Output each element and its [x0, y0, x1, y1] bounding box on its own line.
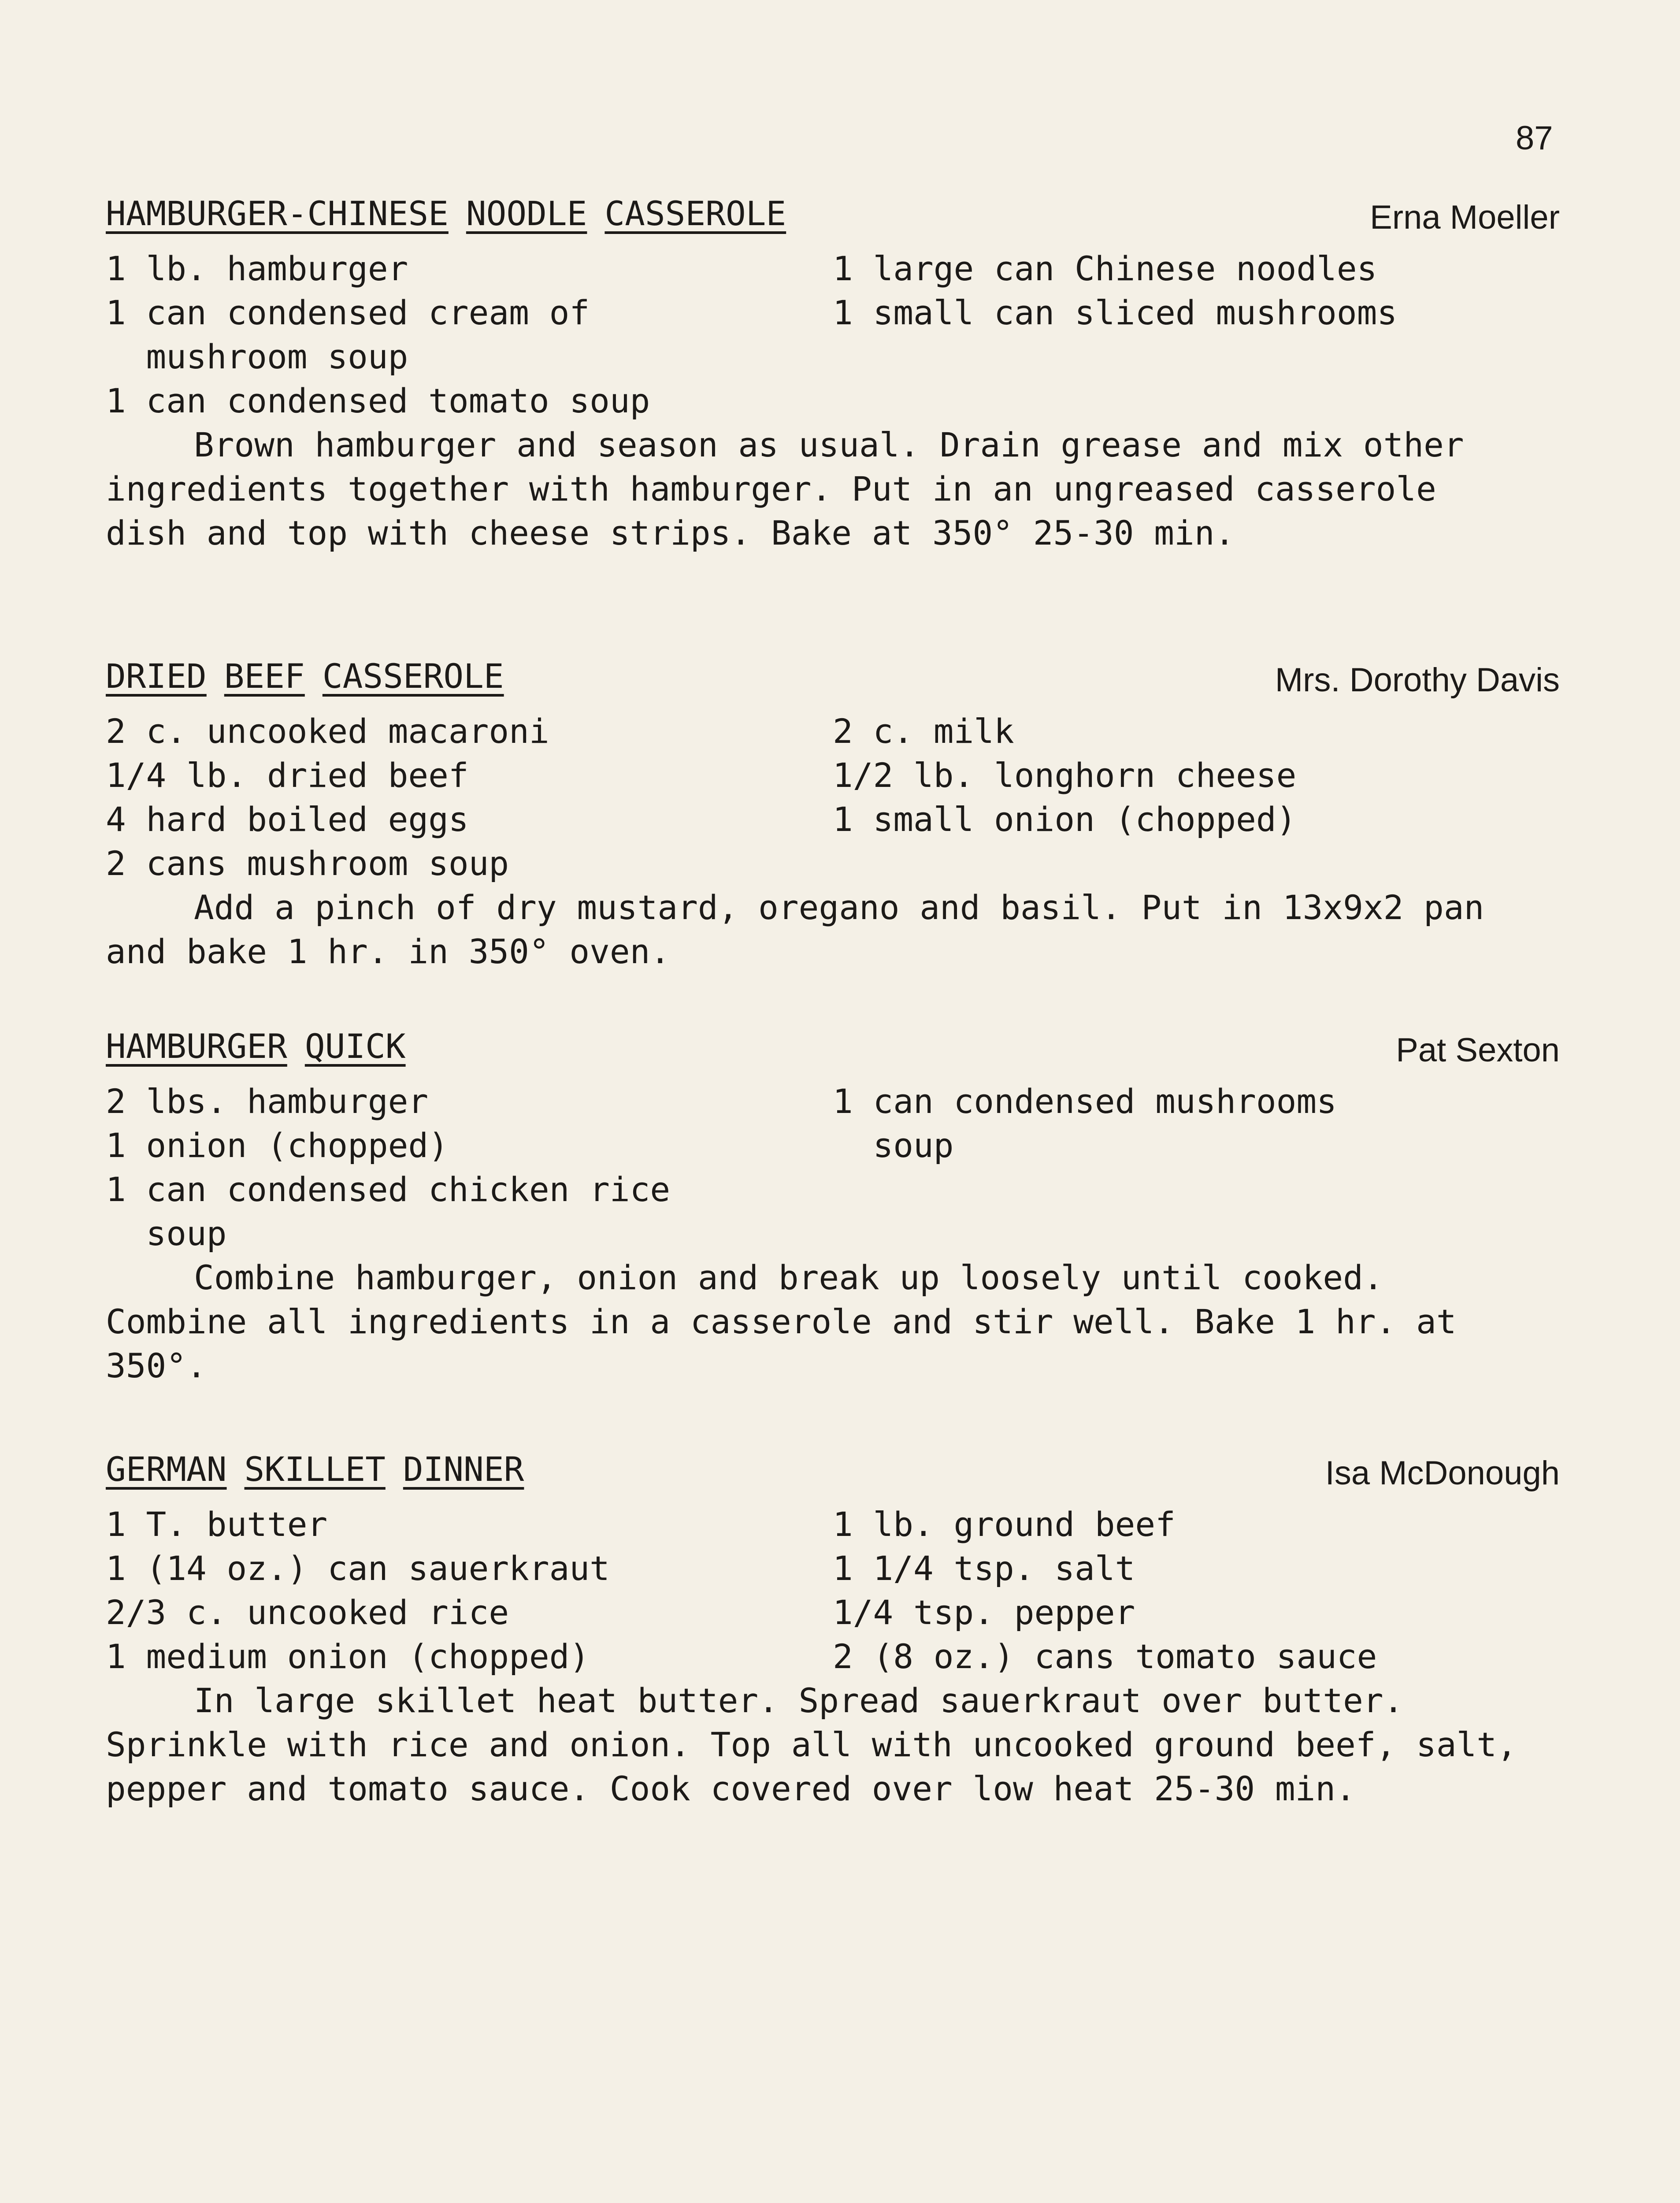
ingredient: 1 can condensed mushrooms: [833, 1082, 1337, 1121]
ingredient-list: [88, 1502, 1560, 1679]
title-word: NOODLE: [466, 194, 587, 233]
ingredient: 1 small can sliced mushrooms: [833, 293, 1398, 332]
recipe-german-skillet-dinner: [88, 1450, 1560, 1811]
title-word: DRIED: [106, 656, 207, 696]
ingredient: 1 onion (chopped): [106, 1126, 449, 1165]
title-word: HAMBURGER-CHINESE: [106, 194, 449, 233]
recipe-dried-beef-casserole: [88, 656, 1560, 974]
ingredient: 1/4 tsp. pepper: [833, 1593, 1135, 1632]
recipe-hamburger-chinese-noodle-casserole: [88, 194, 1560, 555]
ingredient: 1 can condensed chicken rice: [106, 1170, 671, 1209]
ingredient: 2 lbs. hamburger: [106, 1082, 429, 1121]
ingredient: 1 can condensed tomato soup: [106, 381, 650, 420]
recipe-instructions: Add a pinch of dry mustard, oregano and basil. Put in 13x9x2 pan and bake 1 hr. in 350° oven.: [106, 888, 1484, 971]
ingredient: 1 large can Chinese noodles: [833, 249, 1377, 288]
ingredient: 1 medium onion (chopped): [106, 1637, 590, 1676]
recipe-title: [106, 1450, 541, 1489]
title-word: DINNER: [403, 1450, 524, 1489]
ingredient-list: [88, 709, 1560, 886]
recipe-instructions: In large skillet heat butter. Spread sauerkraut over butter. Sprinkle with rice and onion. Top all with uncooked ground beef, salt, pepper and tomato sauce. Cook covered over low heat 25-30 min.: [106, 1681, 1517, 1808]
title-word: HAMBURGER: [106, 1027, 287, 1066]
ingredient: 2 (8 oz.) cans tomato sauce: [833, 1637, 1377, 1676]
recipe-author: Isa McDonough: [1325, 1454, 1560, 1492]
ingredient-list: [88, 247, 1560, 423]
title-word: CASSEROLE: [605, 194, 786, 233]
ingredient: 2 c. milk: [833, 712, 1014, 751]
recipe-author: Erna Moeller: [1370, 199, 1560, 236]
ingredient: 1 lb. ground beef: [833, 1505, 1176, 1544]
ingredient: 2/3 c. uncooked rice: [106, 1593, 509, 1632]
ingredient: 2 cans mushroom soup: [106, 844, 509, 883]
ingredient: 1 lb. hamburger: [106, 249, 408, 288]
ingredient: 1 1/4 tsp. salt: [833, 1549, 1135, 1588]
ingredient: soup: [833, 1126, 954, 1165]
recipe-instructions: Combine hamburger, onion and break up loosely until cooked. Combine all ingredients in a casserole and stir well. Bake 1 hr. at 350°.: [106, 1258, 1457, 1385]
recipe-author: Mrs. Dorothy Davis: [1275, 661, 1560, 699]
recipe-title: [106, 656, 522, 696]
ingredient: 1 can condensed cream of: [106, 293, 590, 332]
ingredient-list: [88, 1079, 1560, 1256]
title-word: SKILLET: [244, 1450, 386, 1489]
recipe-title: [106, 194, 804, 233]
recipe-title: [106, 1027, 423, 1066]
recipe-author: Pat Sexton: [1396, 1031, 1560, 1069]
ingredient: 1/4 lb. dried beef: [106, 756, 469, 795]
ingredient: 1 T. butter: [106, 1505, 328, 1544]
ingredient: soup: [106, 1214, 227, 1253]
ingredient: 1 (14 oz.) can sauerkraut: [106, 1549, 610, 1588]
ingredient: 1 small onion (chopped): [833, 800, 1297, 839]
title-word: GERMAN: [106, 1450, 227, 1489]
title-word: QUICK: [304, 1027, 406, 1066]
ingredient: 1/2 lb. longhorn cheese: [833, 756, 1297, 795]
ingredient: 2 c. uncooked macaroni: [106, 712, 549, 751]
ingredient: 4 hard boiled eggs: [106, 800, 469, 839]
recipe-hamburger-quick: [88, 1027, 1560, 1388]
title-word: BEEF: [224, 656, 305, 696]
ingredient: mushroom soup: [106, 337, 408, 376]
recipe-instructions: Brown hamburger and season as usual. Drain grease and mix other ingredients together with hamburger. Put in an ungreased casserole dish and top with cheese strips. Bake at 350° 25-30 min.: [106, 425, 1464, 553]
page-number: 87: [1516, 119, 1553, 157]
title-word: CASSEROLE: [322, 656, 504, 696]
